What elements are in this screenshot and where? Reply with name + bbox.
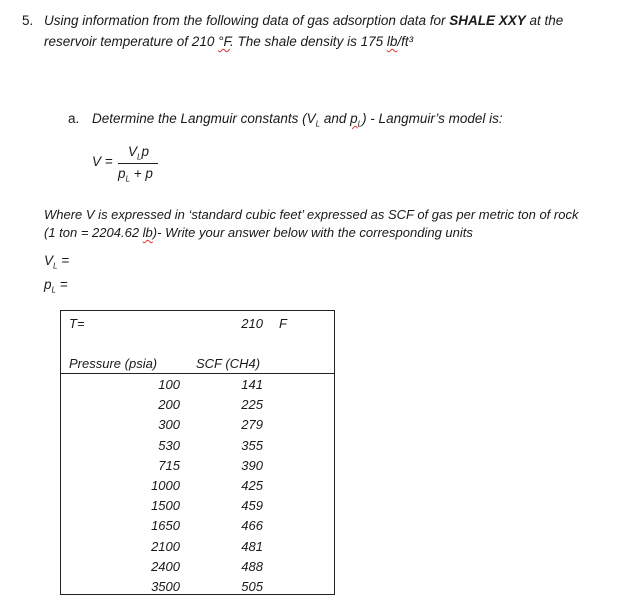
sub: L: [137, 152, 142, 162]
table-row: [61, 539, 334, 559]
p: p: [118, 166, 126, 181]
p: p: [44, 277, 52, 292]
pressure-cell: 2400: [151, 558, 180, 574]
degf: °F: [218, 34, 230, 49]
col-pressure: Pressure (psia): [69, 356, 158, 371]
pressure-cell: 1000: [151, 478, 180, 493]
pressure-cell: 530: [158, 437, 180, 453]
table-row: [61, 478, 334, 498]
text: at the: [525, 13, 564, 28]
table-row: [61, 377, 334, 397]
v: V: [128, 144, 138, 159]
scf-cell: 225: [241, 397, 263, 413]
part-label: a.: [68, 111, 80, 126]
p: p: [350, 111, 358, 126]
formula-denominator: [118, 166, 153, 184]
vl-answer: [44, 253, 69, 271]
table-row: [61, 498, 334, 518]
question-line-1: [44, 13, 563, 28]
temp-unit: F: [279, 316, 287, 331]
scf-cell: 505: [241, 579, 263, 594]
formula-numerator: [128, 144, 149, 162]
v: V: [44, 253, 54, 268]
text: (1 ton = 2204.62: [44, 225, 143, 240]
adsorption-table: [60, 310, 335, 595]
sub: L: [125, 174, 130, 184]
scf-cell: 279: [241, 417, 263, 433]
table-row: [61, 518, 334, 538]
text: )- Write your answer below with the corresponding units: [152, 225, 473, 240]
pressure-cell: 1650: [151, 518, 180, 534]
col-scf: SCF (CH4): [196, 356, 261, 371]
where-line-2: [44, 225, 473, 240]
table-row: [61, 417, 334, 437]
sub: L: [51, 285, 56, 295]
text: and: [320, 111, 351, 126]
pressure-cell: 3500: [151, 579, 180, 594]
pl-inline: [350, 111, 363, 129]
table-row: [61, 458, 334, 478]
question-number: 5.: [22, 13, 34, 28]
table-row: [61, 397, 334, 417]
text: ) - Langmuir’s model is:: [362, 111, 503, 126]
pressure-cell: 300: [158, 417, 180, 433]
temp-value: 210: [241, 316, 263, 331]
scf-cell: 459: [241, 498, 263, 514]
lb-unit: lb: [386, 34, 398, 49]
p: p: [141, 144, 149, 159]
temp-row: [61, 316, 334, 336]
text: + p: [129, 166, 153, 181]
scf-cell: 481: [241, 538, 263, 554]
pressure-cell: 1500: [151, 498, 180, 514]
scf-cell: 488: [241, 558, 263, 574]
eq: =: [57, 253, 70, 268]
text: /ft³: [397, 34, 414, 49]
pressure-cell: 100: [158, 377, 180, 392]
sub: L: [53, 261, 58, 271]
pl-answer: [44, 277, 68, 295]
header-divider: [61, 373, 334, 374]
fraction-bar: [118, 163, 158, 164]
eq: =: [55, 277, 68, 292]
pressure-cell: 2100: [151, 538, 180, 554]
pressure-cell: 200: [158, 397, 180, 413]
shale-name: SHALE XXY: [449, 13, 526, 28]
formula-lhs: V =: [92, 154, 113, 169]
scf-cell: 141: [241, 377, 263, 392]
text: . The shale density is 175: [230, 34, 387, 49]
table-row: [61, 438, 334, 458]
sub: L: [357, 119, 363, 129]
part-a-text: [92, 111, 503, 129]
sub: L: [315, 119, 321, 129]
temp-label: T=: [69, 316, 85, 331]
table-row: [61, 579, 334, 599]
question-line-2: [44, 34, 413, 49]
text: Using information from the following data of gas adsorption data for: [44, 13, 450, 28]
table-row: [61, 559, 334, 579]
where-line-1: Where V is expressed in ‘standard cubic feet’ expressed as SCF of gas per metric ton of rock: [44, 207, 579, 222]
lb-unit: lb: [142, 225, 153, 240]
pressure-cell: 715: [158, 457, 180, 473]
text: reservoir temperature of 210: [44, 34, 219, 49]
text: Determine the Langmuir constants (V: [92, 111, 316, 126]
scf-cell: 466: [241, 518, 263, 534]
scf-cell: 425: [241, 478, 263, 493]
scf-cell: 390: [241, 457, 263, 473]
scf-cell: 355: [241, 437, 263, 453]
